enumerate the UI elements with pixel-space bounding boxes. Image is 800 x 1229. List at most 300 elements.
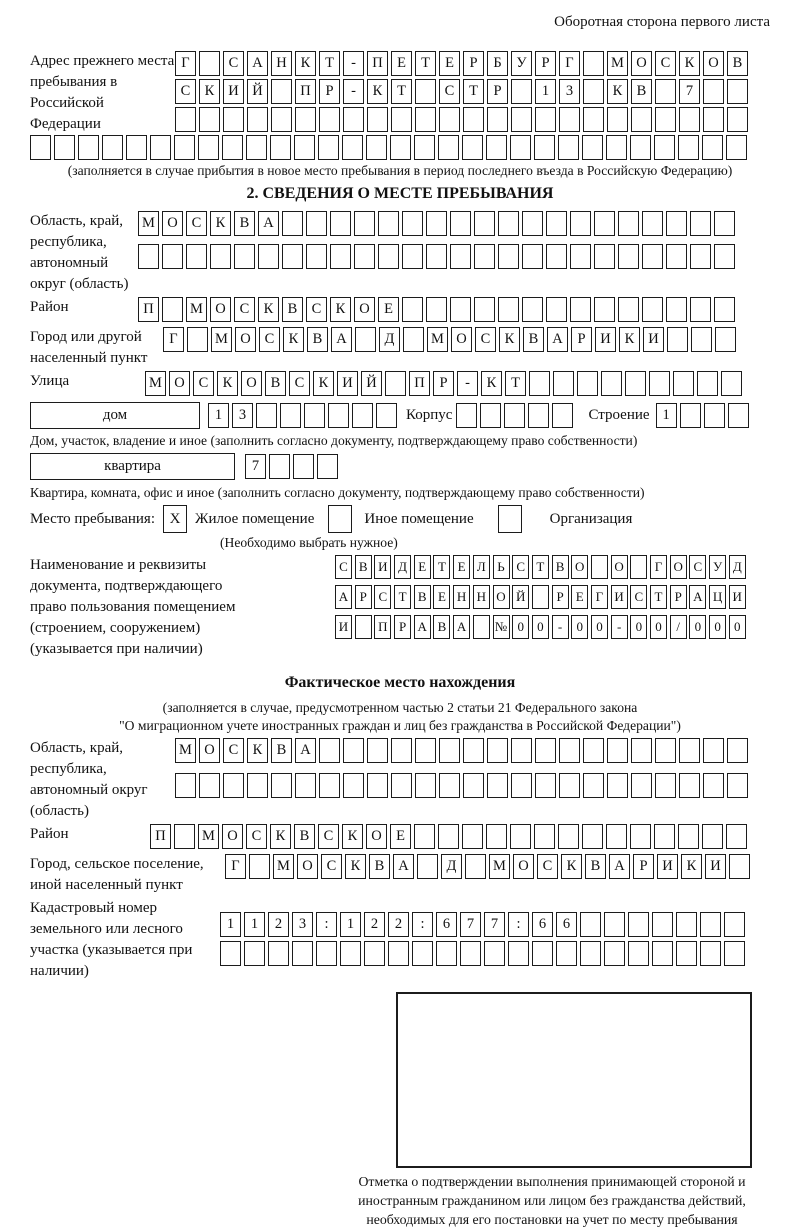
char-cell	[463, 773, 484, 798]
char-cell	[304, 403, 325, 428]
char-cell	[367, 773, 388, 798]
char-cell: И	[729, 585, 746, 609]
char-cell	[703, 773, 724, 798]
char-cell	[306, 211, 327, 236]
char-cell: Е	[390, 824, 411, 849]
char-cell	[727, 79, 748, 104]
char-cell	[391, 738, 412, 763]
char-cell	[631, 773, 652, 798]
actual-district-block	[30, 824, 770, 852]
actual-location-note-1: (заполняется в случае, предусмотренном частью 2 статьи 21 Федерального закона	[162, 700, 638, 715]
char-cell	[390, 135, 411, 160]
char-cell	[678, 135, 699, 160]
char-cell: 6	[436, 912, 457, 937]
char-cell	[529, 371, 550, 396]
char-cell	[247, 773, 268, 798]
char-cell	[583, 773, 604, 798]
char-cell: Д	[394, 555, 411, 579]
char-cell	[601, 371, 622, 396]
char-cell	[223, 107, 244, 132]
char-cell	[577, 371, 598, 396]
char-cell: Р	[319, 79, 340, 104]
char-cell	[150, 135, 171, 160]
char-cell	[618, 297, 639, 322]
char-cell	[604, 912, 625, 937]
char-cell: М	[273, 854, 294, 879]
actual-city-row	[225, 854, 753, 879]
char-cell	[511, 738, 532, 763]
char-cell: О	[493, 585, 510, 609]
char-cell: 2	[388, 912, 409, 937]
char-cell	[293, 454, 314, 479]
char-cell: В	[265, 371, 286, 396]
char-cell: С	[234, 297, 255, 322]
char-cell	[426, 211, 447, 236]
char-cell	[511, 773, 532, 798]
char-cell	[691, 327, 712, 352]
char-cell: Н	[271, 51, 292, 76]
char-cell	[463, 738, 484, 763]
char-cell: Д	[729, 555, 746, 579]
char-cell	[655, 738, 676, 763]
char-cell: 6	[556, 912, 577, 937]
char-cell: И	[611, 585, 628, 609]
char-cell: 2	[268, 912, 289, 937]
char-cell: 0	[591, 615, 608, 639]
char-cell	[727, 738, 748, 763]
char-cell	[498, 211, 519, 236]
char-cell	[234, 244, 255, 269]
char-cell	[654, 824, 675, 849]
actual-region-label: Область, край, республика, автономный округ (область)	[30, 740, 148, 819]
char-cell	[319, 107, 340, 132]
char-cell	[607, 107, 628, 132]
section2-title: 2. СВЕДЕНИЯ О МЕСТЕ ПРЕБЫВАНИЯ	[246, 185, 554, 202]
char-cell	[462, 135, 483, 160]
char-cell: С	[223, 738, 244, 763]
other-premises-checkbox	[328, 505, 352, 533]
char-cell	[343, 738, 364, 763]
char-cell	[552, 403, 573, 428]
char-cell	[652, 912, 673, 937]
char-cell	[649, 371, 670, 396]
char-cell	[580, 912, 601, 937]
char-cell: К	[481, 371, 502, 396]
char-cell	[415, 773, 436, 798]
char-cell	[187, 327, 208, 352]
char-cell	[198, 135, 219, 160]
char-cell: :	[412, 912, 433, 937]
char-cell: 0	[729, 615, 746, 639]
char-cell	[439, 738, 460, 763]
char-cell	[570, 244, 591, 269]
char-cell	[318, 135, 339, 160]
house-note: Дом, участок, владение и иное (заполнить согласно документу, подтверждающему право собственности)	[30, 433, 638, 448]
char-cell	[316, 941, 337, 966]
actual-city-block	[30, 854, 770, 896]
char-cell	[330, 211, 351, 236]
char-cell: О	[513, 854, 534, 879]
char-cell: В	[355, 555, 372, 579]
char-cell: И	[337, 371, 358, 396]
char-cell: О	[241, 371, 262, 396]
char-cell: К	[499, 327, 520, 352]
char-cell: Р	[487, 79, 508, 104]
cadastral-row-1	[220, 912, 748, 937]
char-cell: В	[523, 327, 544, 352]
char-cell: Т	[319, 51, 340, 76]
house-box-label: дом	[30, 402, 200, 429]
char-cell	[559, 738, 580, 763]
char-cell: Р	[552, 585, 569, 609]
char-cell: 3	[292, 912, 313, 937]
char-cell	[702, 135, 723, 160]
char-cell	[654, 135, 675, 160]
char-cell	[355, 615, 372, 639]
residential-label: Жилое помещение	[195, 510, 315, 527]
document-block	[30, 555, 770, 660]
house-block	[30, 402, 770, 429]
char-cell	[486, 824, 507, 849]
actual-city-label: Город, сельское поселение, иной населенный пункт	[30, 856, 204, 893]
char-cell: 2	[364, 912, 385, 937]
region-block	[30, 211, 770, 295]
char-cell	[591, 555, 608, 579]
char-cell: 7	[245, 454, 266, 479]
char-cell	[462, 824, 483, 849]
char-cell: М	[607, 51, 628, 76]
char-cell: М	[489, 854, 510, 879]
char-cell	[343, 107, 364, 132]
char-cell: А	[453, 615, 470, 639]
char-cell: Г	[559, 51, 580, 76]
char-cell	[714, 297, 735, 322]
char-cell	[607, 773, 628, 798]
char-cell	[438, 135, 459, 160]
char-cell: С	[186, 211, 207, 236]
char-cell	[378, 211, 399, 236]
char-cell: /	[670, 615, 687, 639]
char-cell: 1	[656, 403, 677, 428]
char-cell	[535, 107, 556, 132]
char-cell	[511, 79, 532, 104]
char-cell	[594, 297, 615, 322]
char-cell: Т	[532, 555, 549, 579]
char-cell	[676, 912, 697, 937]
char-cell: В	[234, 211, 255, 236]
char-cell	[415, 79, 436, 104]
char-cell	[439, 773, 460, 798]
char-cell: 3	[559, 79, 580, 104]
actual-region-row-2	[175, 773, 751, 798]
char-cell: 7	[484, 912, 505, 937]
char-cell: 7	[460, 912, 481, 937]
char-cell	[510, 824, 531, 849]
char-cell	[162, 244, 183, 269]
char-cell: Т	[391, 79, 412, 104]
char-cell: Й	[512, 585, 529, 609]
char-cell	[352, 403, 373, 428]
char-cell	[355, 327, 376, 352]
char-cell	[436, 941, 457, 966]
char-cell	[295, 107, 316, 132]
char-cell	[700, 941, 721, 966]
char-cell: В	[414, 585, 431, 609]
char-cell: К	[210, 211, 231, 236]
char-cell	[367, 738, 388, 763]
char-cell	[54, 135, 75, 160]
char-cell: Д	[379, 327, 400, 352]
char-cell	[210, 244, 231, 269]
char-cell	[354, 211, 375, 236]
char-cell: С	[512, 555, 529, 579]
char-cell	[583, 738, 604, 763]
char-cell	[415, 107, 436, 132]
char-cell	[582, 824, 603, 849]
char-cell	[268, 941, 289, 966]
char-cell	[553, 371, 574, 396]
char-cell: Й	[247, 79, 268, 104]
char-cell	[642, 211, 663, 236]
organization-checkbox	[498, 505, 522, 533]
char-cell	[582, 135, 603, 160]
char-cell: 1	[340, 912, 361, 937]
char-cell	[546, 244, 567, 269]
char-cell	[199, 107, 220, 132]
char-cell	[269, 454, 290, 479]
char-cell	[702, 824, 723, 849]
organization-label: Организация	[549, 510, 633, 527]
char-cell: К	[217, 371, 238, 396]
char-cell	[343, 773, 364, 798]
char-cell	[162, 297, 183, 322]
char-cell	[439, 107, 460, 132]
char-cell	[704, 403, 725, 428]
char-cell	[594, 211, 615, 236]
char-cell	[522, 297, 543, 322]
char-cell	[666, 244, 687, 269]
city-label: Город или другой населенный пункт	[30, 329, 148, 366]
char-cell	[319, 738, 340, 763]
char-cell	[631, 738, 652, 763]
char-cell	[199, 51, 220, 76]
char-cell: К	[270, 824, 291, 849]
char-cell	[673, 371, 694, 396]
char-cell: М	[186, 297, 207, 322]
char-cell	[378, 244, 399, 269]
char-cell: 7	[679, 79, 700, 104]
char-cell	[679, 773, 700, 798]
char-cell	[450, 297, 471, 322]
char-cell: Е	[391, 51, 412, 76]
char-cell: С	[259, 327, 280, 352]
char-cell: П	[409, 371, 430, 396]
char-cell: -	[343, 51, 364, 76]
char-cell: У	[511, 51, 532, 76]
char-cell	[292, 941, 313, 966]
char-cell	[174, 824, 195, 849]
char-cell	[102, 135, 123, 160]
char-cell: :	[508, 912, 529, 937]
char-cell: 0	[709, 615, 726, 639]
char-cell	[534, 135, 555, 160]
house-number-row	[208, 403, 400, 428]
char-cell: А	[393, 854, 414, 879]
char-cell: С	[475, 327, 496, 352]
region-row-1	[138, 211, 738, 236]
char-cell	[703, 738, 724, 763]
char-cell	[729, 854, 750, 879]
char-cell: И	[335, 615, 352, 639]
char-cell: О	[366, 824, 387, 849]
char-cell	[714, 244, 735, 269]
char-cell	[256, 403, 277, 428]
char-cell: Е	[453, 555, 470, 579]
char-cell: Т	[505, 371, 526, 396]
street-block	[30, 371, 770, 399]
char-cell	[174, 135, 195, 160]
char-cell	[463, 107, 484, 132]
char-cell	[487, 107, 508, 132]
char-cell	[402, 211, 423, 236]
char-cell	[559, 773, 580, 798]
char-cell: С	[321, 854, 342, 879]
char-cell: Т	[415, 51, 436, 76]
char-cell	[317, 454, 338, 479]
char-cell: Т	[433, 555, 450, 579]
char-cell: М	[198, 824, 219, 849]
char-cell	[473, 615, 490, 639]
char-cell: 1	[208, 403, 229, 428]
char-cell: С	[439, 79, 460, 104]
char-cell: Р	[670, 585, 687, 609]
char-cell	[367, 107, 388, 132]
char-cell: К	[607, 79, 628, 104]
char-cell	[30, 135, 51, 160]
char-cell: И	[595, 327, 616, 352]
char-cell: К	[619, 327, 640, 352]
document-row-2	[335, 585, 748, 609]
char-cell: :	[316, 912, 337, 937]
stay-type-label: Место пребывания:	[30, 510, 155, 527]
char-cell	[630, 824, 651, 849]
prev-address-cells	[175, 51, 751, 135]
char-cell: С	[193, 371, 214, 396]
char-cell: А	[689, 585, 706, 609]
char-cell: С	[630, 585, 647, 609]
char-cell: Г	[175, 51, 196, 76]
char-cell: А	[295, 738, 316, 763]
prev-address-row-3	[175, 107, 751, 132]
char-cell: А	[331, 327, 352, 352]
char-cell	[186, 244, 207, 269]
char-cell	[438, 824, 459, 849]
char-cell	[246, 135, 267, 160]
char-cell: Е	[433, 585, 450, 609]
char-cell: М	[138, 211, 159, 236]
char-cell	[414, 135, 435, 160]
prev-address-row-2	[175, 79, 751, 104]
cadastral-label: Кадастровый номер земельного или лесного участка (указывается при наличии)	[30, 900, 193, 979]
stroenie-label: Строение	[588, 407, 650, 423]
char-cell: К	[258, 297, 279, 322]
char-cell: В	[631, 79, 652, 104]
char-cell	[570, 211, 591, 236]
char-cell: Р	[355, 585, 372, 609]
char-cell	[456, 403, 477, 428]
char-cell	[282, 244, 303, 269]
char-cell	[679, 738, 700, 763]
char-cell: С	[289, 371, 310, 396]
char-cell	[412, 941, 433, 966]
char-cell: К	[679, 51, 700, 76]
char-cell	[480, 403, 501, 428]
char-cell: В	[282, 297, 303, 322]
char-cell	[403, 327, 424, 352]
char-cell: Р	[463, 51, 484, 76]
actual-region-row-1	[175, 738, 751, 763]
char-cell: К	[345, 854, 366, 879]
street-label: Улица	[30, 373, 70, 389]
char-cell: С	[655, 51, 676, 76]
char-cell: 0	[532, 615, 549, 639]
char-cell: В	[271, 738, 292, 763]
char-cell	[666, 297, 687, 322]
char-cell	[511, 107, 532, 132]
char-cell	[295, 773, 316, 798]
char-cell: С	[306, 297, 327, 322]
korpus-label: Корпус	[406, 407, 453, 423]
char-cell	[666, 211, 687, 236]
char-cell	[474, 244, 495, 269]
char-cell	[628, 912, 649, 937]
actual-location-title: Фактическое место нахождения	[284, 674, 516, 691]
char-cell	[679, 107, 700, 132]
char-cell	[340, 941, 361, 966]
char-cell	[724, 941, 745, 966]
char-cell: К	[342, 824, 363, 849]
char-cell	[244, 941, 265, 966]
char-cell	[328, 403, 349, 428]
char-cell: М	[211, 327, 232, 352]
char-cell	[465, 854, 486, 879]
char-cell	[558, 824, 579, 849]
char-cell: Ц	[709, 585, 726, 609]
char-cell: С	[335, 555, 352, 579]
char-cell: К	[199, 79, 220, 104]
char-cell	[414, 824, 435, 849]
prev-address-row-1	[175, 51, 751, 76]
char-cell: Д	[441, 854, 462, 879]
char-cell	[474, 211, 495, 236]
char-cell: М	[145, 371, 166, 396]
char-cell: Е	[571, 585, 588, 609]
char-cell: Р	[433, 371, 454, 396]
char-cell	[690, 211, 711, 236]
char-cell	[522, 211, 543, 236]
char-cell	[126, 135, 147, 160]
stay-type-block	[30, 505, 770, 533]
char-cell: 1	[220, 912, 241, 937]
street-row	[145, 371, 745, 396]
char-cell	[474, 297, 495, 322]
char-cell: И	[657, 854, 678, 879]
char-cell	[280, 403, 301, 428]
actual-district-label: Район	[30, 826, 69, 842]
char-cell: Н	[473, 585, 490, 609]
char-cell	[330, 244, 351, 269]
char-cell: О	[222, 824, 243, 849]
